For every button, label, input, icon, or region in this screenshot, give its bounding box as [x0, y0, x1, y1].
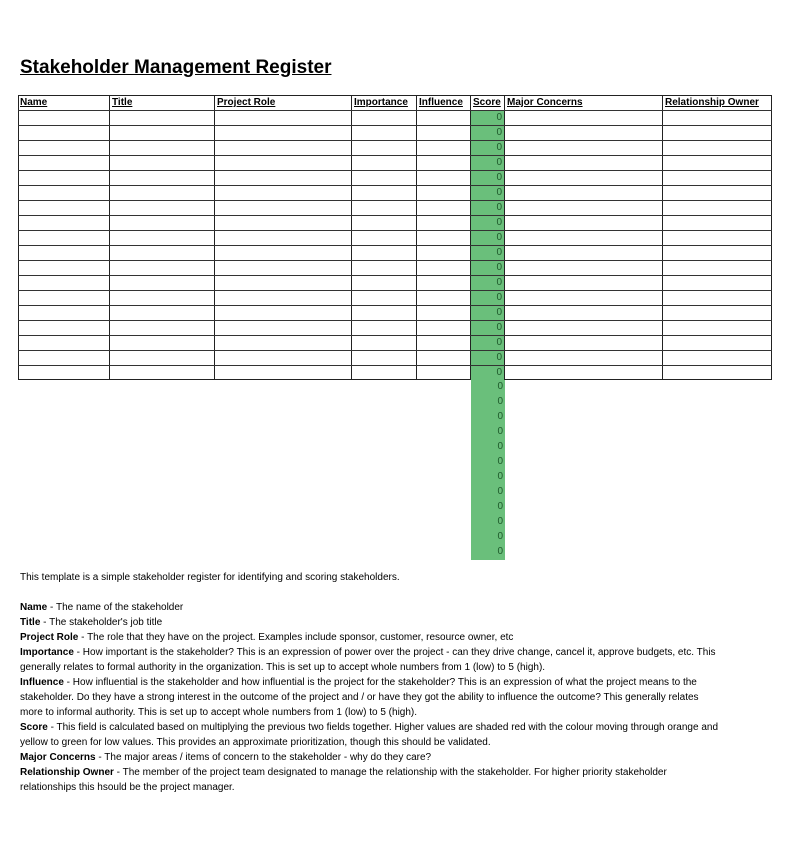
score-cell[interactable]: 0	[471, 336, 505, 350]
editable-cell[interactable]	[215, 141, 352, 155]
editable-cell[interactable]	[663, 156, 772, 170]
score-cell[interactable]: 0	[471, 186, 505, 200]
score-cell[interactable]: 0	[471, 171, 505, 185]
score-cell[interactable]: 0	[471, 306, 505, 320]
editable-cell[interactable]	[505, 186, 663, 200]
column-header-score[interactable]: Score	[471, 95, 505, 110]
score-cell[interactable]: 0	[471, 261, 505, 275]
editable-cell[interactable]	[352, 306, 417, 320]
score-cell[interactable]: 0	[471, 201, 505, 215]
editable-cell[interactable]	[417, 216, 471, 230]
editable-cell[interactable]	[110, 231, 215, 245]
score-cell[interactable]: 0	[471, 515, 505, 530]
column-header-major-concerns[interactable]: Major Concerns	[505, 95, 663, 110]
editable-cell[interactable]	[110, 201, 215, 215]
intro-text: This template is a simple stakeholder register for identifying and scoring stakeholders.	[20, 572, 400, 583]
score-cell[interactable]: 0	[471, 246, 505, 260]
editable-cell[interactable]	[18, 321, 110, 335]
editable-cell[interactable]	[18, 366, 110, 380]
table-row	[18, 216, 772, 230]
page-title: Stakeholder Management Register	[20, 57, 332, 78]
definition-influence	[20, 675, 720, 720]
editable-cell[interactable]	[417, 246, 471, 260]
editable-cell[interactable]	[18, 186, 110, 200]
score-cell[interactable]: 0	[471, 395, 505, 410]
definition-text: - How influential is the stakeholder and how influential is the project for the stakeholder? This is an expression of what the project means to the stakeholder. Do they have a strong interest in the outcome of the project and / or have they got the ability to influence the outcome? This generally relates more to informal authority. This is set up to accept whole numbers from 1 (low) to 5 (high).	[20, 677, 699, 718]
editable-cell[interactable]	[663, 231, 772, 245]
editable-cell[interactable]	[663, 291, 772, 305]
table-row	[18, 141, 772, 155]
editable-cell[interactable]	[18, 306, 110, 320]
editable-cell[interactable]	[417, 111, 471, 125]
editable-cell[interactable]	[18, 201, 110, 215]
definition-relationship-owner	[20, 765, 720, 795]
editable-cell[interactable]	[110, 246, 215, 260]
table-row	[18, 186, 772, 200]
editable-cell[interactable]	[663, 126, 772, 140]
score-cell[interactable]: 0	[471, 440, 505, 455]
editable-cell[interactable]	[18, 171, 110, 185]
table-row	[18, 306, 772, 320]
editable-cell[interactable]	[505, 171, 663, 185]
table-row	[18, 126, 772, 140]
editable-cell[interactable]	[18, 276, 110, 290]
score-cell[interactable]: 0	[471, 410, 505, 425]
score-cell[interactable]: 0	[471, 156, 505, 170]
editable-cell[interactable]	[505, 306, 663, 320]
editable-cell[interactable]	[110, 126, 215, 140]
editable-cell[interactable]	[352, 186, 417, 200]
score-cell[interactable]: 0	[471, 276, 505, 290]
editable-cell[interactable]	[505, 246, 663, 260]
definition-text: - The member of the project team designated to manage the relationship with the stakeholder. For higher priority stakeholder relationships this hsould be the project manager.	[20, 767, 667, 793]
table-row	[18, 336, 772, 350]
editable-cell[interactable]	[505, 231, 663, 245]
editable-cell[interactable]	[215, 231, 352, 245]
editable-cell[interactable]	[110, 186, 215, 200]
definition-term: Title	[20, 617, 41, 628]
editable-cell[interactable]	[663, 336, 772, 350]
editable-cell[interactable]	[352, 261, 417, 275]
editable-cell[interactable]	[352, 291, 417, 305]
score-cell[interactable]: 0	[471, 291, 505, 305]
editable-cell[interactable]	[417, 276, 471, 290]
editable-cell[interactable]	[505, 156, 663, 170]
column-header-title[interactable]: Title	[110, 95, 215, 110]
editable-cell[interactable]	[663, 216, 772, 230]
editable-cell[interactable]	[110, 351, 215, 365]
editable-cell[interactable]	[215, 216, 352, 230]
table-row	[18, 261, 772, 275]
editable-cell[interactable]	[18, 216, 110, 230]
editable-cell[interactable]	[352, 231, 417, 245]
definition-term: Major Concerns	[20, 752, 96, 763]
score-cell[interactable]: 0	[471, 111, 505, 125]
editable-cell[interactable]	[417, 156, 471, 170]
editable-cell[interactable]	[505, 216, 663, 230]
editable-cell[interactable]	[215, 171, 352, 185]
editable-cell[interactable]	[352, 201, 417, 215]
score-cell[interactable]: 0	[471, 216, 505, 230]
table-row	[18, 291, 772, 305]
editable-cell[interactable]	[663, 201, 772, 215]
editable-cell[interactable]	[417, 171, 471, 185]
editable-cell[interactable]	[18, 291, 110, 305]
editable-cell[interactable]	[417, 141, 471, 155]
editable-cell[interactable]	[352, 321, 417, 335]
score-cell[interactable]: 0	[471, 231, 505, 245]
editable-cell[interactable]	[417, 186, 471, 200]
editable-cell[interactable]	[352, 276, 417, 290]
definition-name	[20, 600, 720, 615]
editable-cell[interactable]	[18, 156, 110, 170]
editable-cell[interactable]	[110, 261, 215, 275]
definition-text: - How important is the stakeholder? This is an expression of power over the project - can they drive change, cancel it, approve budgets, etc. This generally relates to formal authority in the organization. This is set up to accept whole numbers from 1 (low) to 5 (high).	[20, 647, 716, 673]
editable-cell[interactable]	[110, 156, 215, 170]
editable-cell[interactable]	[352, 171, 417, 185]
editable-cell[interactable]	[352, 351, 417, 365]
definition-title	[20, 615, 720, 630]
editable-cell[interactable]	[18, 141, 110, 155]
column-header-name[interactable]: Name	[18, 95, 110, 110]
editable-cell[interactable]	[18, 246, 110, 260]
score-cell[interactable]: 0	[471, 545, 505, 560]
editable-cell[interactable]	[18, 126, 110, 140]
table-row	[18, 351, 772, 365]
editable-cell[interactable]	[663, 171, 772, 185]
editable-cell[interactable]	[18, 261, 110, 275]
editable-cell[interactable]	[505, 321, 663, 335]
score-cell[interactable]: 0	[471, 126, 505, 140]
score-cell[interactable]: 0	[471, 500, 505, 515]
table-row	[18, 276, 772, 290]
editable-cell[interactable]	[352, 336, 417, 350]
definition-term: Influence	[20, 677, 64, 688]
editable-cell[interactable]	[110, 216, 215, 230]
column-header-relationship-owner[interactable]: Relationship Owner	[665, 97, 759, 108]
editable-cell[interactable]	[663, 306, 772, 320]
editable-cell[interactable]	[110, 111, 215, 125]
score-cell[interactable]: 0	[471, 321, 505, 335]
score-cell[interactable]: 0	[471, 425, 505, 440]
editable-cell[interactable]	[663, 276, 772, 290]
editable-cell[interactable]	[663, 261, 772, 275]
editable-cell[interactable]	[215, 351, 352, 365]
definition-term: Name	[20, 602, 48, 613]
table-row	[18, 111, 772, 125]
definition-major-concerns	[20, 750, 720, 765]
editable-cell[interactable]	[215, 291, 352, 305]
editable-cell[interactable]	[417, 261, 471, 275]
editable-cell[interactable]	[417, 306, 471, 320]
editable-cell[interactable]	[505, 141, 663, 155]
table-row	[18, 171, 772, 185]
definition-text: - The stakeholder's job title	[40, 617, 163, 628]
editable-cell[interactable]	[215, 366, 352, 380]
editable-cell[interactable]	[352, 141, 417, 155]
editable-cell[interactable]	[110, 276, 215, 290]
editable-cell[interactable]	[505, 126, 663, 140]
column-header-influence[interactable]: Influence	[417, 95, 471, 110]
instructions	[20, 570, 720, 795]
editable-cell[interactable]	[505, 261, 663, 275]
editable-cell[interactable]	[417, 231, 471, 245]
editable-cell[interactable]	[352, 111, 417, 125]
score-cell[interactable]: 0	[471, 530, 505, 545]
score-cell[interactable]: 0	[471, 141, 505, 155]
editable-cell[interactable]	[505, 291, 663, 305]
table-row	[18, 231, 772, 245]
editable-cell[interactable]	[110, 291, 215, 305]
editable-cell[interactable]	[18, 351, 110, 365]
editable-cell[interactable]	[215, 321, 352, 335]
definition-term: Relationship Owner	[20, 767, 114, 778]
editable-cell[interactable]	[505, 366, 663, 380]
score-cell[interactable]: 0	[471, 470, 505, 485]
editable-cell[interactable]	[110, 366, 215, 380]
table-row	[18, 156, 772, 170]
definition-term: Importance	[20, 647, 74, 658]
editable-cell[interactable]	[215, 306, 352, 320]
editable-cell[interactable]	[505, 111, 663, 125]
editable-cell[interactable]	[215, 246, 352, 260]
definition-text: - The major areas / items of concern to the stakeholder - why do they care?	[95, 752, 432, 763]
editable-cell[interactable]	[505, 351, 663, 365]
definition-text: - The name of the stakeholder	[47, 602, 184, 613]
editable-cell[interactable]	[663, 186, 772, 200]
editable-cell[interactable]	[417, 291, 471, 305]
definition-text: - The role that they have on the project. Examples include sponsor, customer, resource owner, etc	[78, 632, 514, 643]
definition-importance	[20, 645, 720, 675]
editable-cell[interactable]	[18, 111, 110, 125]
table-row	[18, 246, 772, 260]
editable-cell[interactable]	[417, 366, 471, 380]
editable-cell[interactable]	[352, 126, 417, 140]
definition-text: - This field is calculated based on multiplying the previous two fields together. Higher values are shaded red with the colour moving through orange and yellow to green for low values. This provides an approximate prioritization, though this should be validated.	[20, 722, 719, 748]
column-header-importance[interactable]: Importance	[352, 95, 417, 110]
editable-cell[interactable]	[663, 246, 772, 260]
editable-cell[interactable]	[417, 201, 471, 215]
editable-cell[interactable]	[505, 336, 663, 350]
editable-cell[interactable]	[215, 276, 352, 290]
editable-cell[interactable]	[215, 201, 352, 215]
definition-term: Score	[20, 722, 48, 733]
editable-cell[interactable]	[663, 141, 772, 155]
score-cell[interactable]: 0	[471, 455, 505, 470]
editable-cell[interactable]	[215, 156, 352, 170]
editable-cell[interactable]	[663, 321, 772, 335]
editable-cell[interactable]	[505, 201, 663, 215]
editable-cell[interactable]	[352, 246, 417, 260]
editable-cell[interactable]	[663, 366, 772, 380]
editable-cell[interactable]	[417, 336, 471, 350]
editable-cell[interactable]	[417, 321, 471, 335]
editable-cell[interactable]	[215, 336, 352, 350]
table-row	[18, 201, 772, 215]
definition-project-role	[20, 630, 720, 645]
editable-cell[interactable]	[505, 276, 663, 290]
header-row	[18, 95, 772, 110]
score-cell[interactable]: 0	[471, 380, 505, 395]
editable-cell[interactable]	[110, 171, 215, 185]
definition-term: Project Role	[20, 632, 79, 643]
editable-cell[interactable]	[110, 336, 215, 350]
editable-cell[interactable]	[215, 111, 352, 125]
editable-cell[interactable]	[352, 216, 417, 230]
editable-cell[interactable]	[417, 126, 471, 140]
editable-cell[interactable]	[352, 366, 417, 380]
editable-cell[interactable]	[110, 141, 215, 155]
editable-cell[interactable]	[18, 336, 110, 350]
editable-cell[interactable]	[215, 261, 352, 275]
editable-cell[interactable]	[417, 351, 471, 365]
score-cell[interactable]: 0	[471, 485, 505, 500]
editable-cell[interactable]	[215, 186, 352, 200]
column-header-project-role[interactable]: Project Role	[215, 95, 352, 110]
editable-cell[interactable]	[110, 321, 215, 335]
table-row	[18, 366, 772, 380]
editable-cell[interactable]	[110, 306, 215, 320]
table-row	[18, 321, 772, 335]
editable-cell[interactable]	[18, 231, 110, 245]
editable-cell[interactable]	[663, 111, 772, 125]
score-cell[interactable]: 0	[471, 351, 505, 365]
editable-cell[interactable]	[352, 156, 417, 170]
editable-cell[interactable]	[215, 126, 352, 140]
definition-score	[20, 720, 720, 750]
score-cell[interactable]: 0	[471, 366, 505, 380]
editable-cell[interactable]	[663, 351, 772, 365]
